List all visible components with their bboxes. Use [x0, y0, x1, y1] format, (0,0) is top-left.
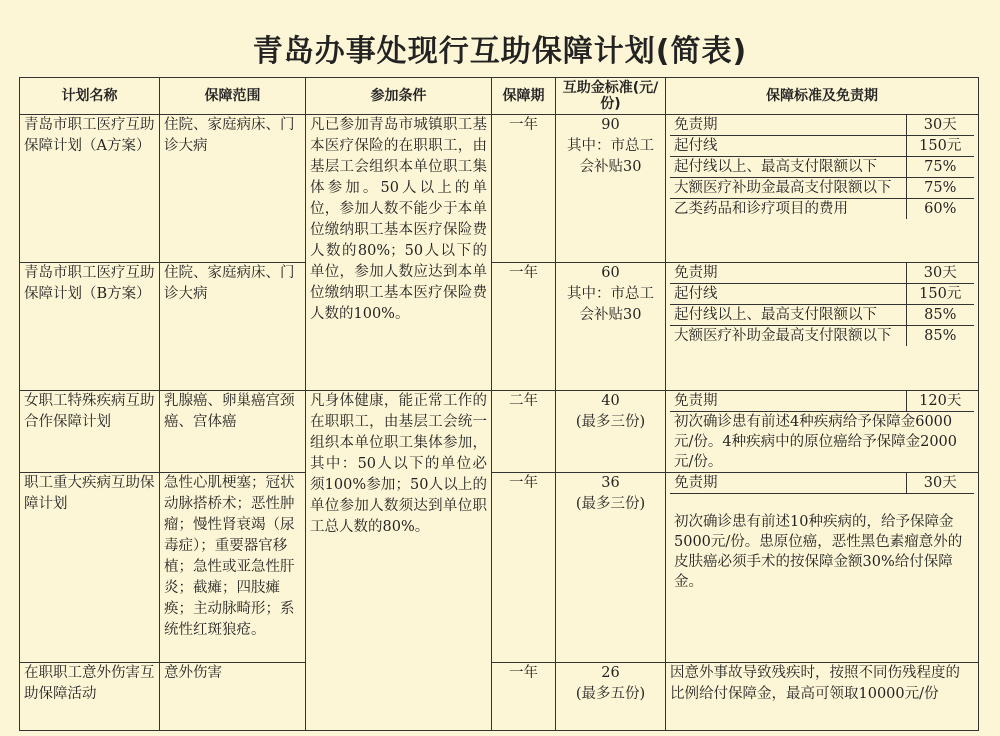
table-row	[20, 115, 979, 263]
standard-value: 60%	[906, 199, 974, 220]
standard-value: 75%	[906, 178, 974, 199]
standard-value: 150元	[906, 284, 974, 305]
standard-subtable	[670, 473, 974, 592]
page-title: 青岛办事处现行互助保障计划(简表)	[252, 34, 748, 69]
fee-amount: 60	[601, 265, 620, 281]
table-row	[20, 473, 979, 663]
plan-name: 在职职工意外伤害互助保障活动	[20, 663, 160, 731]
benefit-text: 初次确诊患有前述4种疾病给予保障金6000元/份。4种疾病中的原位癌给予保障金2000元/份。	[674, 414, 958, 470]
standard-label: 免责期	[670, 115, 906, 136]
plan-period: 一年	[492, 663, 556, 731]
plan-scope: 意外伤害	[160, 663, 306, 731]
plan-table	[19, 77, 979, 731]
plan-standard	[666, 473, 979, 663]
plan-period: 一年	[492, 115, 556, 263]
plan-name: 女职工特殊疾病互助合作保障计划	[20, 391, 160, 473]
plan-period: 一年	[492, 473, 556, 663]
plan-scope: 乳腺癌、卵巢癌宫颈癌、宫体癌	[160, 391, 306, 473]
standard-label: 大额医疗补助金最高支付限额以下	[670, 178, 906, 199]
header-standard: 保障标准及免责期	[666, 78, 979, 115]
fee-note: (最多三份)	[575, 496, 646, 512]
header-name: 计划名称	[20, 78, 160, 115]
header-scope: 保障范围	[160, 78, 306, 115]
waiting-value: 30天	[906, 473, 974, 494]
fee-note: (最多三份)	[575, 414, 646, 430]
plan-standard	[666, 391, 979, 473]
fee-note: 其中：市总工会补贴30	[567, 138, 654, 175]
plan-conditions: 凡身体健康，能正常工作的在职职工，由基层工会统一组织本单位职工集体参加，其中：50人以下的单位必须100%参加；50人以上的单位参加人数须达到单位职工总人数的80%。	[306, 391, 492, 731]
benefit-text: 初次确诊患有前述10种疾病的，给予保障金5000元/份。患原位癌，恶性黑色素瘤意外的皮肤癌必须手术的按保障金额30%给付保障金。	[674, 514, 963, 590]
plan-name: 职工重大疾病互助保障计划	[20, 473, 160, 663]
plan-name: 青岛市职工医疗互助保障计划（B方案）	[20, 263, 160, 391]
plan-fee	[556, 473, 666, 663]
standard-label: 起付线	[670, 284, 906, 305]
plan-scope: 急性心肌梗塞；冠状动脉搭桥术；恶性肿瘤；慢性肾衰竭（尿毒症）；重要器官移植；急性或亚急性肝炎；截瘫；四肢瘫痪；主动脉畸形；系统性红斑狼疮。	[160, 473, 306, 663]
fee-amount: 36	[601, 475, 620, 491]
table-row	[20, 391, 979, 473]
fee-note: 其中：市总工会补贴30	[567, 286, 654, 323]
table-row	[20, 263, 979, 391]
standard-subtable	[670, 263, 974, 346]
plan-scope: 住院、家庭病床、门诊大病	[160, 263, 306, 391]
standard-subtable	[670, 391, 974, 472]
standard-label: 起付线以上、最高支付限额以下	[670, 305, 906, 326]
standard-value: 30天	[906, 115, 974, 136]
plan-period: 一年	[492, 263, 556, 391]
header-conditions: 参加条件	[306, 78, 492, 115]
header-period: 保障期	[492, 78, 556, 115]
plan-standard	[666, 263, 979, 391]
waiting-label: 免责期	[670, 391, 906, 412]
fee-note: (最多五份)	[575, 686, 646, 702]
plan-name: 青岛市职工医疗互助保障计划（A方案）	[20, 115, 160, 263]
table-header-row	[20, 78, 979, 115]
plan-fee	[556, 115, 666, 263]
standard-value: 85%	[906, 326, 974, 347]
header-fee: 互助金标准(元/份)	[556, 78, 666, 115]
plan-fee	[556, 391, 666, 473]
standard-label: 乙类药品和诊疗项目的费用	[674, 201, 848, 217]
standard-value: 150元	[906, 136, 974, 157]
fee-amount: 40	[601, 393, 620, 409]
waiting-label: 免责期	[670, 473, 906, 494]
standard-label: 大额医疗补助金最高支付限额以下	[674, 328, 892, 344]
plan-conditions: 凡已参加青岛市城镇职工基本医疗保险的在职职工，由基层工会组织本单位职工集体参加。50人以上的单位，参加人数不能少于本单位缴纳职工基本医疗保险费人数的80%；50人以下的单位，参加人数应达到本单位缴纳职工基本医疗保险费人数的100%。	[306, 115, 492, 391]
plan-standard	[666, 115, 979, 263]
standard-value: 30天	[906, 263, 974, 284]
table-row	[20, 663, 979, 731]
waiting-value: 120天	[906, 391, 974, 412]
plan-fee	[556, 263, 666, 391]
plan-fee	[556, 663, 666, 731]
standard-label: 免责期	[670, 263, 906, 284]
plan-period: 二年	[492, 391, 556, 473]
standard-subtable	[670, 115, 974, 219]
plan-scope: 住院、家庭病床、门诊大病	[160, 115, 306, 263]
standard-label: 起付线以上、最高支付限额以下	[670, 157, 906, 178]
plan-standard: 因意外事故导致残疾时，按照不同伤残程度的比例给付保障金，最高可领取10000元/份	[666, 663, 979, 731]
fee-amount: 90	[601, 117, 620, 133]
fee-amount: 26	[601, 665, 620, 681]
standard-label: 起付线	[670, 136, 906, 157]
standard-value: 85%	[906, 305, 974, 326]
standard-value: 75%	[906, 157, 974, 178]
